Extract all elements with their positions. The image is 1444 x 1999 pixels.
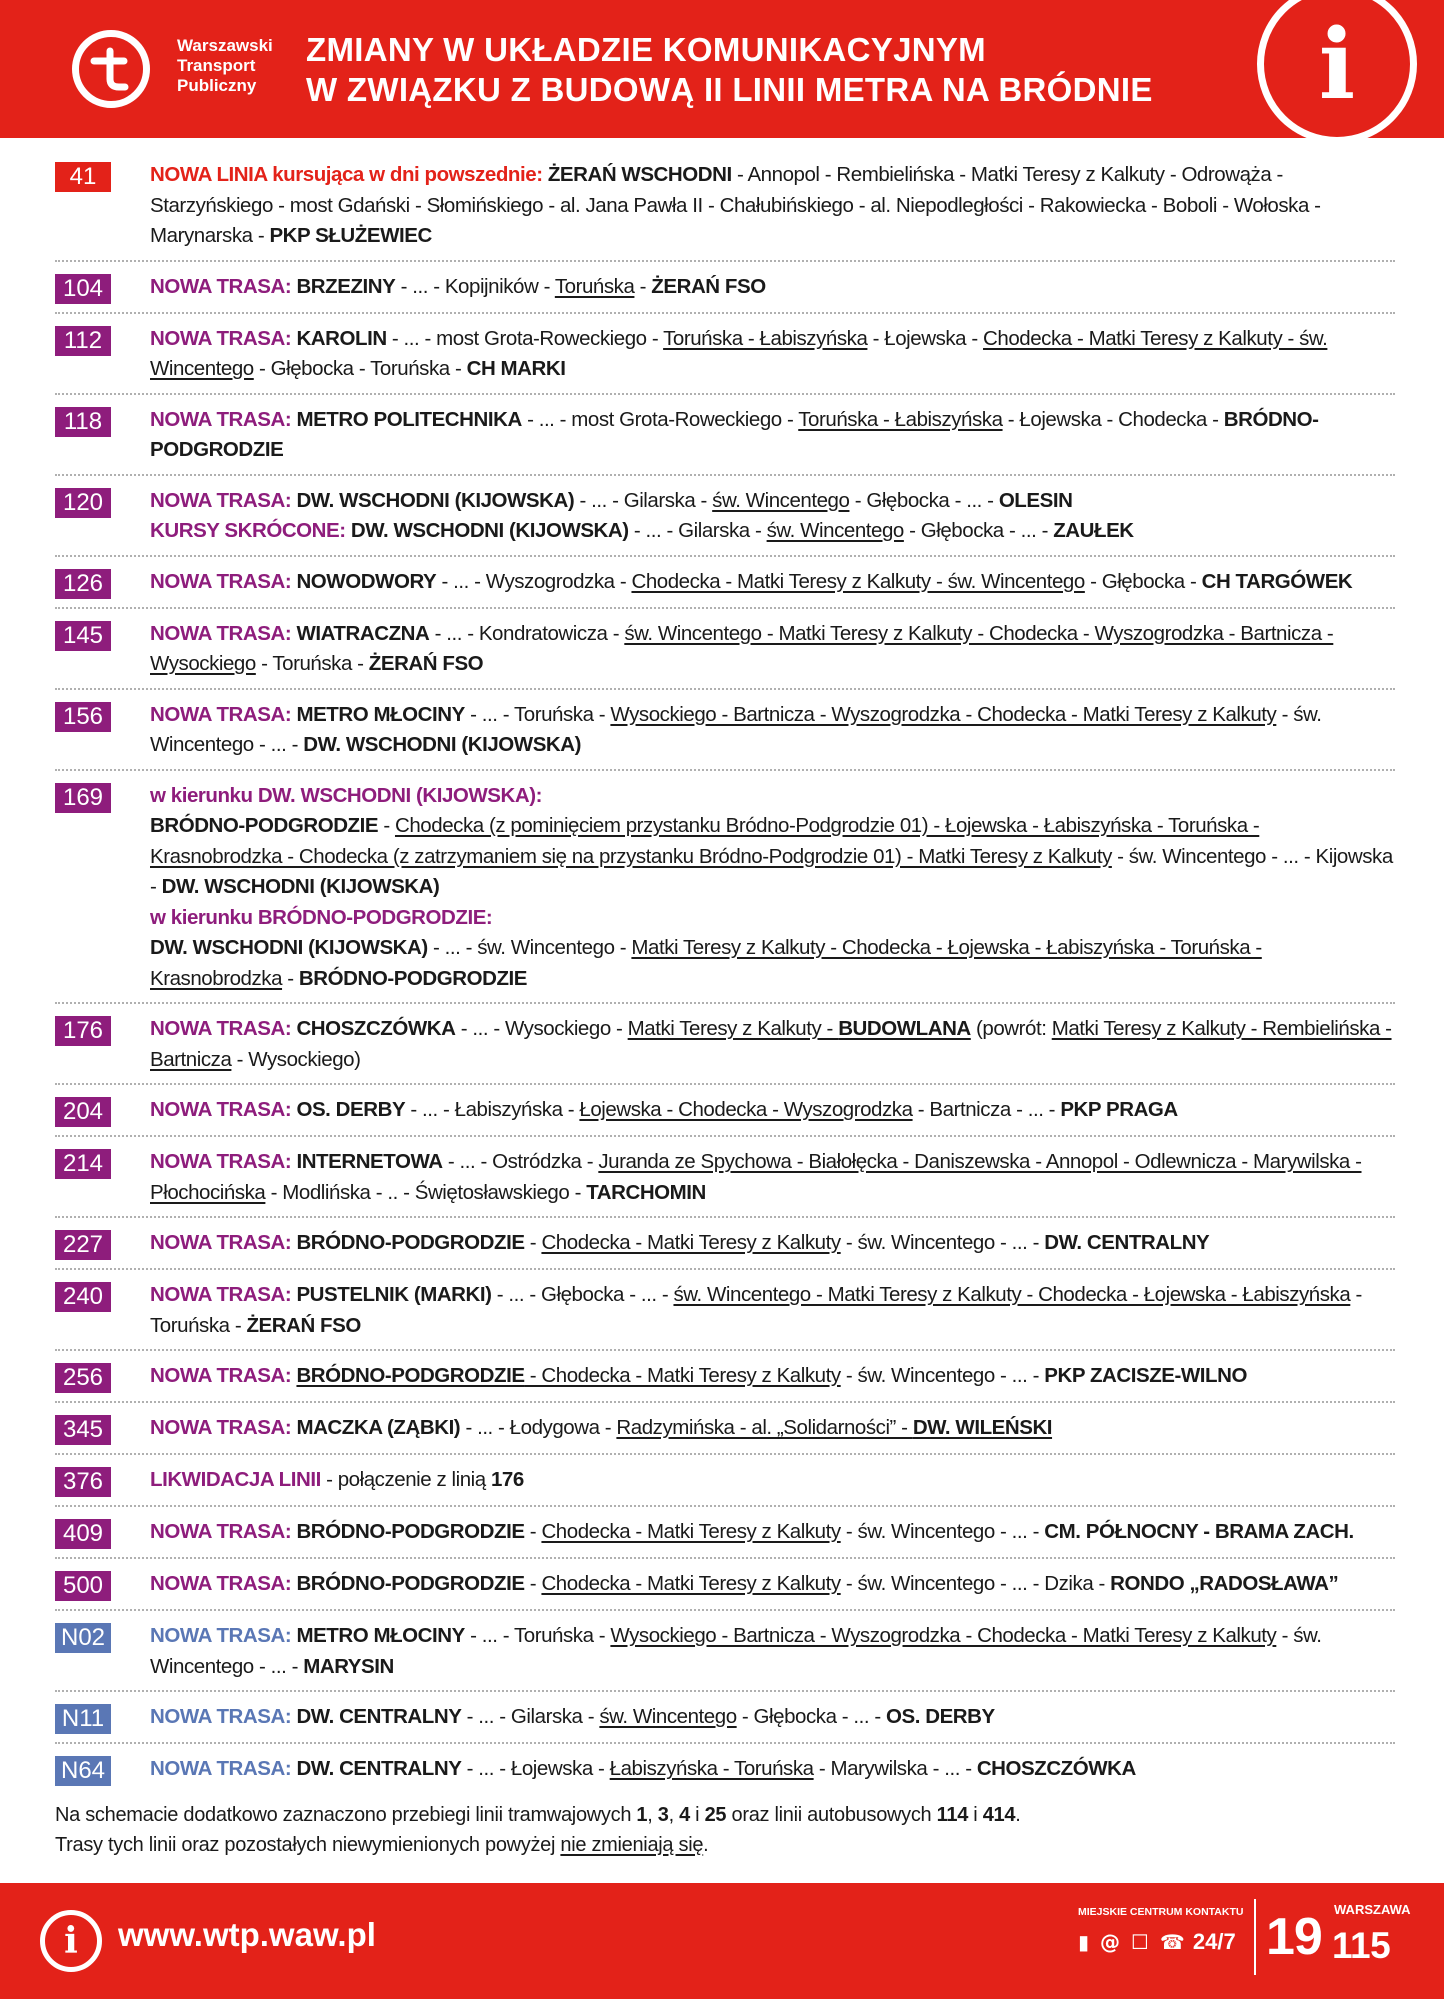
line-number-badge: 112	[55, 326, 111, 356]
changed-route-segment: Chodecka - Matki Teresy z Kalkuty	[541, 1572, 841, 1595]
change-type-label: NOWA TRASA:	[150, 488, 297, 512]
line-number-badge: 345	[55, 1415, 111, 1445]
line-number-badge: 204	[55, 1097, 111, 1127]
change-type-label: NOWA TRASA:	[150, 1150, 297, 1173]
terminus-name: RONDO „RADOSŁAWA”	[1110, 1572, 1339, 1595]
page-title	[306, 30, 1153, 110]
line-number-badge: 145	[55, 621, 111, 651]
terminus-name: PUSTELNIK (MARKI)	[296, 1283, 492, 1306]
terminus-name: ŻERAŃ FSO	[651, 274, 766, 298]
route-text: i	[968, 1804, 983, 1826]
route-text: - Głębocka - ... -	[736, 1705, 887, 1728]
terminus-name: MARYSIN	[303, 1654, 394, 1678]
terminus-name: METRO MŁOCINY	[296, 702, 465, 726]
route-description	[150, 1517, 1395, 1548]
line-number-badge: 256	[55, 1363, 111, 1393]
line-number-badge: N11	[55, 1704, 111, 1734]
route-description	[150, 1754, 1395, 1785]
route-text: i	[689, 1804, 705, 1826]
change-type-label: NOWA TRASA:	[150, 1572, 297, 1595]
route-text: oraz linii autobusowych	[726, 1804, 937, 1826]
line-number-badge: 227	[55, 1230, 111, 1260]
route-text: - Toruńska -	[255, 652, 369, 675]
header-bar	[0, 0, 1444, 138]
change-type-label: NOWA TRASA:	[150, 407, 297, 431]
phone-number-prefix: 19	[1266, 1908, 1322, 1966]
terminus-name: DW. CENTRALNY	[296, 1757, 462, 1780]
terminus-name: 4	[679, 1804, 690, 1826]
footer-bar	[0, 1883, 1444, 1999]
route-text: -	[524, 1572, 542, 1595]
terminus-name: DW. WSCHODNI (KIJOWSKA)	[161, 875, 440, 898]
title-line: W ZWIĄZKU Z BUDOWĄ II LINII METRA NA BRÓDNIE	[306, 71, 1153, 108]
city-label: WARSZAWA	[1334, 1902, 1411, 1917]
wtp-logo-icon	[72, 30, 150, 108]
line-changes-list	[55, 160, 1395, 1804]
line-row	[55, 1465, 1395, 1507]
route-text: - św. Wincentego - ... -	[150, 1624, 1322, 1678]
change-type-label: NOWA TRASA:	[150, 1416, 297, 1439]
terminus-name: DW. CENTRALNY	[1044, 1231, 1210, 1254]
route-text: - ... - Gilarska -	[574, 488, 713, 512]
changed-route-segment: Wysockiego - Bartnicza - Wyszogrodzka - Chodecka - Matki Teresy z Kalkuty	[610, 702, 1277, 726]
terminus-name: 414	[982, 1804, 1016, 1826]
terminus-name: METRO POLITECHNIKA	[296, 407, 522, 431]
route-description	[150, 272, 1395, 303]
route-description	[150, 1569, 1395, 1600]
route-description	[150, 405, 1395, 466]
terminus-name: BUDOWLANA	[838, 1017, 971, 1040]
changed-route-segment: Chodecka (z pominięciem przystanku Bródno-Podgrodzie 01) - Łojewska - Łabiszyńska - Toruńska - Krasnobrodzka - Chodecka (z zatrzymaniem się na przystanku Bródno-Podgrodzie 01) - Matki Teresy z Kalkuty	[150, 814, 1260, 868]
route-text: - ... - Łodygowa -	[460, 1416, 617, 1439]
route-text: - ... - Łojewska -	[461, 1757, 610, 1780]
change-type-label: w kierunku DW. WSCHODNI (KIJOWSKA):	[150, 783, 542, 807]
terminus-name: PKP PRAGA	[1060, 1098, 1178, 1121]
terminus-name: KAROLIN	[296, 326, 387, 350]
terminus-name: CH TARGÓWEK	[1201, 569, 1353, 593]
phone-number-suffix: 115	[1332, 1925, 1391, 1966]
change-type-label: NOWA TRASA:	[150, 274, 297, 298]
changed-route-segment: Juranda ze Spychowa - Białołęcka - Daniszewska - Annopol - Odlewnicza - Marywilska - Płochocińska	[150, 1150, 1362, 1204]
change-type-label: NOWA TRASA:	[150, 1520, 297, 1543]
changed-route-segment: Chodecka - Matki Teresy z Kalkuty	[541, 1520, 841, 1543]
route-text: - Wysockiego)	[231, 1047, 361, 1071]
route-text: - Annopol - Rembielińska - Matki Teresy z Kalkuty - Odrowąża - Starzyńskiego - most Gdański - Słomińskiego - al. Jana Pawła II - Chałubińskiego - al. Niepodległości - Rakowiecka - Boboli - Wołoska - Marynarska -	[150, 163, 1321, 247]
route-text: - św. Wincentego - ... - Kijowska -	[150, 844, 1393, 898]
route-description	[150, 700, 1395, 761]
terminus-name: PKP SŁUŻEWIEC	[269, 224, 432, 247]
logo-line: Publiczny	[177, 76, 257, 95]
route-text: - św. Wincentego - ... -	[150, 702, 1322, 756]
line-number-badge: N02	[55, 1623, 111, 1653]
route-text: - Łojewska - Chodecka -	[1002, 407, 1224, 431]
terminus-name: ZAUŁEK	[1053, 519, 1134, 542]
route-text: - ... - Wyszogrodzka -	[436, 569, 632, 593]
route-text: - ... - Głębocka - ... -	[491, 1283, 674, 1306]
terminus-name: DW. WSCHODNI (KIJOWSKA)	[303, 733, 582, 756]
route-text: - ... - Łabiszyńska -	[405, 1098, 580, 1121]
route-description	[150, 1413, 1395, 1444]
change-type-label: NOWA TRASA:	[150, 569, 297, 593]
route-text: - Modlińska - .. - Świętosławskiego -	[265, 1180, 587, 1204]
route-text: -	[524, 1520, 542, 1543]
changed-route-segment: Chodecka - Matki Teresy z Kalkuty - św. Wincentego	[150, 326, 1328, 380]
route-text: - Bartnicza - ... -	[912, 1098, 1061, 1121]
line-row	[55, 700, 1395, 771]
footnote	[55, 1800, 1020, 1860]
terminus-name: CH MARKI	[466, 357, 566, 380]
line-row	[55, 1517, 1395, 1559]
changed-route-segment: św. Wincentego	[766, 519, 904, 542]
changed-route-segment: Toruńska - Łabiszyńska	[663, 326, 868, 350]
route-text: -	[634, 274, 652, 298]
route-text: - Łojewska -	[867, 326, 984, 350]
line-row	[55, 405, 1395, 476]
route-text: - ... - Ostródzka -	[442, 1150, 599, 1173]
terminus-name: BRÓDNO-PODGRODZIE	[296, 1231, 525, 1254]
route-text: - Marywilska - ... -	[813, 1757, 977, 1780]
route-description	[150, 1095, 1395, 1126]
changed-route-segment: - Chodecka - Matki Teresy z Kalkuty	[524, 1364, 841, 1387]
line-number-badge: 126	[55, 569, 111, 599]
changed-route-segment: Toruńska - Łabiszyńska	[798, 407, 1003, 431]
terminus-name: BRÓDNO-PODGRODZIE	[150, 814, 379, 837]
change-type-label: w kierunku BRÓDNO-PODGRODZIE:	[150, 905, 493, 929]
info-glyph: i	[64, 1920, 78, 1962]
line-row	[55, 781, 1395, 1005]
route-description	[150, 486, 1395, 547]
logo-line: Warszawski	[177, 36, 273, 55]
line-row	[55, 1228, 1395, 1270]
line-row	[55, 567, 1395, 609]
contact-channels	[1078, 1929, 1236, 1955]
route-text: - ... - Kopijników -	[395, 274, 555, 298]
route-text: - ... - Wysockiego -	[455, 1017, 628, 1040]
route-description	[150, 567, 1395, 598]
changed-route-segment: św. Wincentego	[599, 1705, 737, 1728]
terminus-name: OS. DERBY	[886, 1705, 995, 1728]
changed-route-segment: Łojewska - Chodecka - Wyszogrodzka	[579, 1098, 913, 1121]
terminus-name: TARCHOMIN	[586, 1180, 706, 1204]
change-type-label: NOWA TRASA:	[150, 1283, 297, 1306]
terminus-name: OS. DERBY	[296, 1098, 406, 1121]
route-text: Trasy tych linii oraz pozostałych niewymienionych powyżej	[55, 1834, 561, 1856]
route-text: - św. Wincentego - ... -	[840, 1520, 1045, 1543]
route-text: - Toruńska -	[150, 1283, 1362, 1337]
route-text: ,	[668, 1804, 680, 1826]
route-text: - ... - św. Wincentego -	[427, 936, 632, 959]
route-text: - św. Wincentego - ... -	[840, 1231, 1045, 1254]
logo-text	[177, 36, 273, 96]
line-number-badge: 214	[55, 1149, 111, 1179]
changed-route-segment: Toruńska	[554, 274, 635, 298]
terminus-name: PKP ZACISZE-WILNO	[1044, 1364, 1247, 1387]
change-type-label: NOWA TRASA:	[150, 1757, 297, 1780]
website-link[interactable]: www.wtp.waw.pl	[118, 1916, 376, 1953]
change-type-label: NOWA TRASA:	[150, 1098, 297, 1121]
changed-route-segment: Łabiszyńska - Toruńska	[609, 1757, 814, 1780]
line-row	[55, 619, 1395, 690]
line-number-badge: 176	[55, 1016, 111, 1046]
terminus-name: DW. WSCHODNI (KIJOWSKA)	[150, 936, 428, 959]
terminus-name: BRÓDNO-PODGRODZIE	[296, 1520, 525, 1543]
info-glyph: i	[1318, 8, 1356, 121]
route-description	[150, 1014, 1395, 1075]
terminus-name: BRÓDNO-PODGRODZIE	[150, 407, 1319, 461]
changed-route-segment: Radzymińska - al. „Solidarności” -	[616, 1416, 913, 1439]
changed-route-segment: Matki Teresy z Kalkuty -	[627, 1017, 839, 1040]
line-row	[55, 160, 1395, 262]
line-row	[55, 1621, 1395, 1692]
terminus-name: BRÓDNO-PODGRODZIE	[296, 1364, 525, 1387]
changed-route-segment: Chodecka - Matki Teresy z Kalkuty	[541, 1231, 841, 1254]
line-row	[55, 1569, 1395, 1611]
terminus-name: CM. PÓŁNOCNY - BRAMA ZACH.	[1044, 1520, 1354, 1543]
line-number-badge: 120	[55, 488, 111, 518]
route-description	[150, 1465, 1395, 1496]
terminus-name: CHOSZCZÓWKA	[296, 1017, 456, 1040]
route-text: - ... - most Grota-Roweckiego -	[386, 326, 664, 350]
route-text: - Głębocka - Toruńska -	[253, 357, 467, 380]
route-description	[150, 1147, 1395, 1208]
line-number-badge: 156	[55, 702, 111, 732]
logo-line: Transport	[177, 56, 256, 75]
line-number-badge: 41	[55, 162, 111, 192]
route-text: -	[282, 966, 299, 990]
terminus-name: DW. CENTRALNY	[296, 1705, 462, 1728]
contact-channel-icons: ▮ @ ☐ ☎	[1078, 1930, 1187, 1954]
terminus-name: DW. WSCHODNI (KIJOWSKA)	[350, 519, 629, 542]
route-text: .	[1015, 1804, 1021, 1826]
route-description	[150, 324, 1395, 385]
terminus-name: NOWODWORY	[296, 569, 437, 593]
line-number-badge: N64	[55, 1756, 111, 1786]
route-description	[150, 619, 1395, 680]
changed-route-segment: Wysockiego - Bartnicza - Wyszogrodzka - Chodecka - Matki Teresy z Kalkuty	[610, 1624, 1277, 1647]
terminus-name: 3	[657, 1804, 669, 1826]
route-text: - Głębocka -	[1084, 569, 1202, 593]
route-description	[150, 1702, 1395, 1733]
line-row	[55, 1413, 1395, 1455]
line-row	[55, 1147, 1395, 1218]
change-type-label: NOWA TRASA:	[150, 1705, 297, 1728]
line-row	[55, 1014, 1395, 1085]
route-text: - ... - Kondratowicza -	[429, 621, 625, 645]
terminus-name: BRÓDNO-PODGRODZIE	[298, 966, 528, 990]
changed-route-segment: nie zmieniają się	[560, 1834, 704, 1856]
terminus-name: CHOSZCZÓWKA	[976, 1757, 1136, 1780]
contact-hours: 24/7	[1192, 1929, 1236, 1954]
terminus-name: INTERNETOWA	[296, 1150, 443, 1173]
line-number-badge: 409	[55, 1519, 111, 1549]
route-text: - Głębocka - ... -	[903, 519, 1054, 542]
change-type-label: KURSY SKRÓCONE:	[150, 519, 351, 542]
line-row	[55, 324, 1395, 395]
changed-route-segment: Chodecka - Matki Teresy z Kalkuty - św. Wincentego	[631, 569, 1085, 593]
terminus-name: ŻERAŃ FSO	[246, 1313, 361, 1337]
contact-center-label: MIEJSKIE CENTRUM KONTAKTU	[1078, 1906, 1244, 1918]
terminus-name: BRZEZINY	[296, 274, 396, 298]
line-row	[55, 1095, 1395, 1137]
route-description	[150, 781, 1395, 995]
change-type-label: NOWA TRASA:	[150, 1624, 297, 1647]
changed-route-segment: św. Wincentego - Matki Teresy z Kalkuty - Chodecka - Łojewska - Łabiszyńska	[673, 1283, 1351, 1306]
info-icon	[1257, 0, 1417, 144]
terminus-name: DW. WILEŃSKI	[912, 1416, 1053, 1439]
changed-route-segment: św. Wincentego	[712, 488, 850, 512]
route-description	[150, 160, 1395, 252]
terminus-name: BRÓDNO-PODGRODZIE	[296, 1572, 525, 1595]
change-type-label: NOWA TRASA:	[150, 702, 297, 726]
route-text: (powrót:	[970, 1017, 1052, 1040]
terminus-name: DW. WSCHODNI (KIJOWSKA)	[296, 488, 575, 512]
line-number-badge: 169	[55, 783, 111, 813]
terminus-name: 25	[704, 1804, 727, 1826]
line-row	[55, 272, 1395, 314]
route-description	[150, 1280, 1395, 1341]
route-text: - połączenie z linią	[320, 1468, 491, 1491]
terminus-name: ŻERAŃ FSO	[368, 652, 484, 675]
route-text: - ... - Toruńska -	[464, 702, 611, 726]
info-icon	[40, 1910, 102, 1972]
line-row	[55, 1702, 1395, 1744]
route-text: Na schemacie dodatkowo zaznaczono przebiegi linii tramwajowych	[55, 1804, 637, 1826]
line-row	[55, 486, 1395, 557]
terminus-name: WIATRACZNA	[296, 621, 430, 645]
route-text: - św. Wincentego - ... - Dzika -	[840, 1572, 1111, 1595]
route-text: - ... - most Grota-Roweckiego -	[521, 407, 799, 431]
change-type-label: NOWA TRASA:	[150, 1364, 297, 1387]
line-number-badge: 104	[55, 274, 111, 304]
terminus-name: METRO MŁOCINY	[296, 1624, 465, 1647]
terminus-name: 114	[936, 1804, 969, 1826]
terminus-name: ŻERAŃ WSCHODNI	[547, 163, 732, 186]
terminus-name: OLESIN	[998, 488, 1073, 512]
route-text: - Głębocka - ... -	[849, 488, 999, 512]
change-type-label: NOWA TRASA:	[150, 1231, 297, 1254]
line-number-badge: 376	[55, 1467, 111, 1497]
change-type-label: LIKWIDACJA LINII	[150, 1468, 321, 1491]
change-type-label: NOWA LINIA kursująca w dni powszednie:	[150, 163, 548, 186]
terminus-name: 1	[636, 1804, 648, 1826]
changed-route-segment: Matki Teresy z Kalkuty - Rembielińska - Bartnicza	[150, 1017, 1392, 1071]
line-number-badge: 118	[55, 407, 111, 437]
changed-route-segment: Matki Teresy z Kalkuty - Chodecka - Łojewska - Łabiszyńska - Toruńska - Krasnobrodzka	[150, 936, 1262, 990]
route-text: -	[378, 814, 395, 837]
change-type-label: NOWA TRASA:	[150, 621, 297, 645]
route-text: - ... - Gilarska -	[461, 1705, 600, 1728]
route-description	[150, 1228, 1395, 1259]
route-text: - św. Wincentego - ... -	[840, 1364, 1045, 1387]
route-text: -	[524, 1231, 542, 1254]
route-text: - ... - Gilarska -	[628, 519, 767, 542]
line-row	[55, 1280, 1395, 1351]
terminus-name: 176	[490, 1468, 524, 1491]
route-description	[150, 1621, 1395, 1682]
route-text: - ... - Toruńska -	[464, 1624, 611, 1647]
line-number-badge: 500	[55, 1571, 111, 1601]
line-row	[55, 1754, 1395, 1794]
line-number-badge: 240	[55, 1282, 111, 1312]
route-description	[150, 1361, 1395, 1392]
route-text: .	[703, 1834, 709, 1856]
title-line: ZMIANY W UKŁADZIE KOMUNIKACYJNYM	[306, 31, 986, 68]
route-text: ,	[647, 1804, 658, 1826]
change-type-label: NOWA TRASA:	[150, 1017, 297, 1040]
changed-route-segment: św. Wincentego - Matki Teresy z Kalkuty - Chodecka - Wyszogrodzka - Bartnicza - Wysockiego	[150, 621, 1334, 675]
change-type-label: NOWA TRASA:	[150, 326, 297, 350]
divider	[1254, 1899, 1256, 1975]
terminus-name: MACZKA (ZĄBKI)	[296, 1416, 461, 1439]
line-row	[55, 1361, 1395, 1403]
